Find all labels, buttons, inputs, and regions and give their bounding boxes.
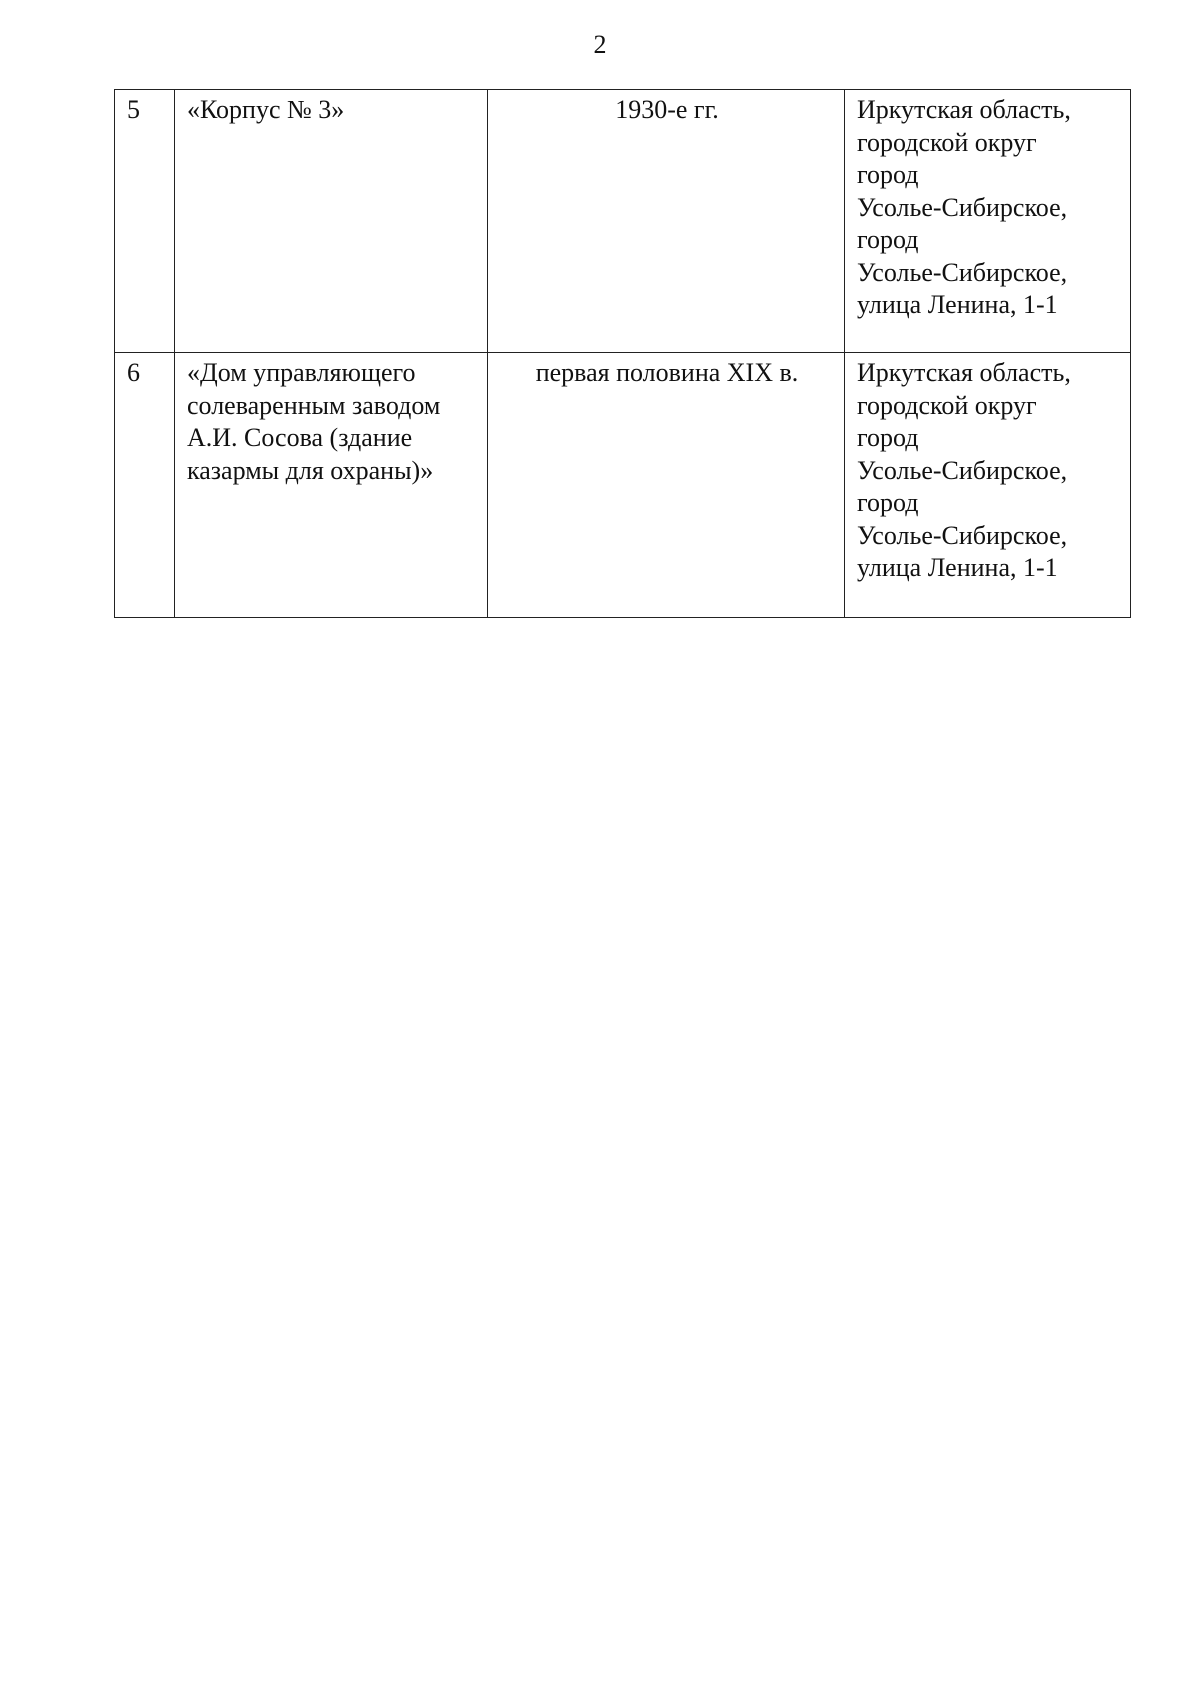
object-name-cell [175, 90, 488, 353]
table-row [115, 90, 1131, 353]
heritage-objects-table [114, 89, 1131, 618]
address-line: город [857, 225, 919, 254]
row-number-cell: 5 [115, 90, 175, 353]
address-line: Усолье-Сибирское, [857, 257, 1068, 287]
object-name-line: солеваренным заводом [187, 390, 441, 420]
object-name-line: казармы для охраны)» [187, 455, 434, 485]
object-date-cell: первая половина XIX в. [488, 353, 845, 618]
object-address-cell [845, 353, 1131, 618]
object-name-line: «Дом управляющего [187, 358, 416, 387]
page-number: 2 [593, 30, 607, 59]
address-line: город [857, 423, 919, 452]
row-number-cell: 6 [115, 353, 175, 618]
address-line: город [857, 160, 919, 189]
address-line: улица Ленина, 1-1 [857, 553, 1058, 582]
object-address-cell [845, 90, 1131, 353]
address-line: город [857, 488, 919, 517]
object-name-cell [175, 353, 488, 618]
table-row [115, 353, 1131, 618]
address-line: улица Ленина, 1-1 [857, 290, 1058, 319]
object-name-line: А.И. Сосова (здание [187, 423, 413, 452]
address-line: городской округ [857, 390, 1037, 420]
address-line: Иркутская область, [857, 358, 1071, 387]
address-line: Усолье-Сибирское, [857, 520, 1068, 550]
address-line: Усолье-Сибирское, [857, 455, 1068, 485]
address-line: городской округ [857, 127, 1037, 157]
object-name-line: «Корпус № 3» [187, 95, 345, 124]
object-date-cell: 1930-е гг. [488, 90, 845, 353]
address-line: Усолье-Сибирское, [857, 192, 1068, 222]
address-line: Иркутская область, [857, 95, 1071, 124]
